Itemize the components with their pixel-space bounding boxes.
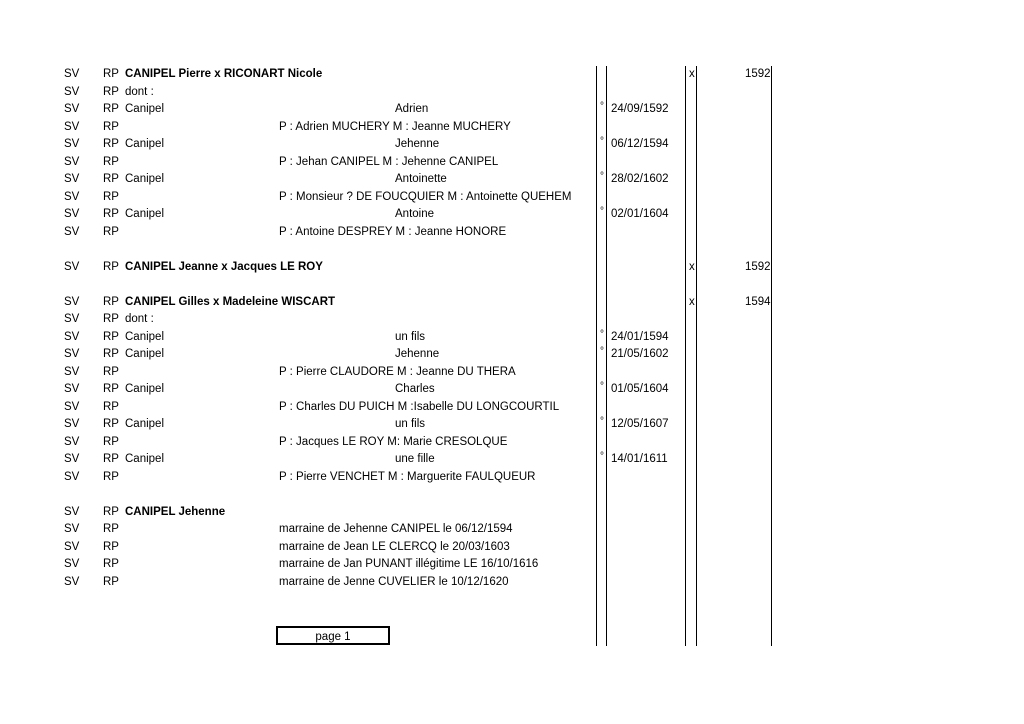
table-row [0,416,1024,433]
column-sv: SV [64,348,80,360]
table-row [0,224,1024,241]
column-sv: SV [64,330,80,343]
column-rp: RP [103,400,119,413]
record-info: P : Jacques LE ROY M: Marie CRESOLQUE [279,435,508,448]
birth-marker: ° [600,136,604,147]
table-row [0,539,1024,556]
column-sv: SV [64,313,80,325]
event-date: 24/01/1594 [611,330,669,343]
column-rp: RP [103,225,119,238]
column-rp: RP [103,418,119,430]
event-date: 21/05/1602 [611,348,669,360]
page-number-box [276,626,390,645]
column-sv: SV [64,295,80,308]
column-sv: SV [64,540,80,553]
person-name: CANIPEL Jehenne [125,505,226,518]
record-info: P : Charles DU PUICH M :Isabelle DU LONGCOURTIL [279,400,560,413]
record-info: marraine de Jean LE CLERCQ le 20/03/1603 [279,540,510,553]
birth-marker: ° [600,381,604,392]
marriage-year: 1592 [745,260,771,273]
table-row [0,556,1024,573]
table-row [0,294,1024,311]
column-sv: SV [64,68,80,80]
table-row [0,154,1024,171]
column-rp: RP [103,173,119,185]
column-rp: RP [103,155,119,168]
birth-marker: ° [600,451,604,462]
birth-marker: ° [600,416,604,427]
table-row [0,66,1024,83]
column-sv: SV [64,418,80,430]
person-name: dont : [125,85,154,98]
birth-marker: ° [600,101,604,112]
birth-marker: ° [600,346,604,357]
record-info: marraine de Jan PUNANT illégitime LE 16/10/1616 [279,558,539,570]
marriage-marker: x [689,68,695,80]
column-sv: SV [64,400,80,413]
person-name: CANIPEL Jeanne x Jacques LE ROY [125,260,323,273]
person-name: Canipel [125,453,164,465]
first-name: Adrien [395,103,429,115]
column-rp: RP [103,383,119,395]
column-rp: RP [103,330,119,343]
column-rp: RP [103,295,119,308]
table-row [0,469,1024,486]
column-sv: SV [64,120,80,133]
record-info: P : Monsieur ? DE FOUCQUIER M : Antoinette QUEHEM [279,190,572,203]
table-row [0,434,1024,451]
column-sv: SV [64,453,80,465]
table-row [0,346,1024,363]
record-info: P : Adrien MUCHERY M : Jeanne MUCHERY [279,120,511,133]
event-date: 24/09/1592 [611,103,669,115]
birth-marker: ° [600,171,604,182]
column-sv: SV [64,435,80,448]
table-row [0,84,1024,101]
column-sv: SV [64,85,80,98]
column-sv: SV [64,383,80,395]
record-info: P : Antoine DESPREY M : Jeanne HONORE [279,225,507,238]
column-rp: RP [103,260,119,273]
column-rp: RP [103,470,119,483]
column-sv: SV [64,575,80,588]
column-sv: SV [64,190,80,203]
column-sv: SV [64,260,80,273]
table-row [0,364,1024,381]
first-name: un fils [395,418,426,430]
person-name: Canipel [125,138,164,150]
column-rp: RP [103,523,119,535]
person-name: Canipel [125,418,164,430]
event-date: 01/05/1604 [611,383,669,395]
column-rp: RP [103,575,119,588]
table-row [0,504,1024,521]
event-date: 28/02/1602 [611,173,669,185]
first-name: Antoine [395,208,435,220]
table-row [0,101,1024,118]
person-name: Canipel [125,173,164,185]
table-row [0,171,1024,188]
marriage-year: 1592 [745,68,771,80]
table-row [0,136,1024,153]
record-info: marraine de Jenne CUVELIER le 10/12/1620 [279,575,509,588]
record-info: P : Pierre VENCHET M : Marguerite FAULQUEUR [279,470,536,483]
column-sv: SV [64,173,80,185]
event-date: 14/01/1611 [611,453,668,465]
record-info: P : Pierre CLAUDORE M : Jeanne DU THERA [279,365,516,378]
event-date: 06/12/1594 [611,138,669,150]
person-name: Canipel [125,383,164,395]
table-row [0,206,1024,223]
column-rp: RP [103,313,119,325]
column-sv: SV [64,523,80,535]
marriage-marker: x [689,295,695,308]
first-name: Antoinette [395,173,447,185]
first-name: Jehenne [395,138,440,150]
person-name: dont : [125,313,154,325]
table-row [0,311,1024,328]
person-name: Canipel [125,348,164,360]
table-row [0,189,1024,206]
column-rp: RP [103,138,119,150]
column-rp: RP [103,120,119,133]
record-info: P : Jehan CANIPEL M : Jehenne CANIPEL [279,155,499,168]
table-row [0,259,1024,276]
column-sv: SV [64,138,80,150]
table-row [0,574,1024,591]
column-rp: RP [103,505,119,518]
first-name: Charles [395,383,435,395]
column-rp: RP [103,558,119,570]
column-sv: SV [64,505,80,518]
table-row [0,329,1024,346]
column-rp: RP [103,453,119,465]
table-row [0,119,1024,136]
column-rp: RP [103,540,119,553]
event-date: 12/05/1607 [611,418,669,430]
person-name: Canipel [125,208,164,220]
table-row [0,521,1024,538]
page-number-label: page 1 [315,631,351,643]
column-sv: SV [64,208,80,220]
person-name: CANIPEL Gilles x Madeleine WISCART [125,295,336,308]
first-name: Jehenne [395,348,440,360]
column-rp: RP [103,68,119,80]
column-rp: RP [103,103,119,115]
column-sv: SV [64,558,80,570]
first-name: une fille [395,453,435,465]
person-name: CANIPEL Pierre x RICONART Nicole [125,68,323,80]
column-rp: RP [103,365,119,378]
birth-marker: ° [600,328,604,340]
birth-marker: ° [600,206,604,217]
column-sv: SV [64,365,80,378]
first-name: un fils [395,330,426,343]
column-rp: RP [103,208,119,220]
person-name: Canipel [125,103,164,115]
column-rp: RP [103,85,119,98]
column-sv: SV [64,225,80,238]
marriage-marker: x [689,260,695,273]
column-sv: SV [64,103,80,115]
event-date: 02/01/1604 [611,208,669,220]
table-row [0,399,1024,416]
column-sv: SV [64,470,80,483]
column-rp: RP [103,435,119,448]
marriage-year: 1594 [745,295,771,308]
table-row [0,381,1024,398]
column-rp: RP [103,348,119,360]
column-rp: RP [103,190,119,203]
person-name: Canipel [125,330,164,343]
column-sv: SV [64,155,80,168]
record-info: marraine de Jehenne CANIPEL le 06/12/1594 [279,523,513,535]
table-row [0,451,1024,468]
